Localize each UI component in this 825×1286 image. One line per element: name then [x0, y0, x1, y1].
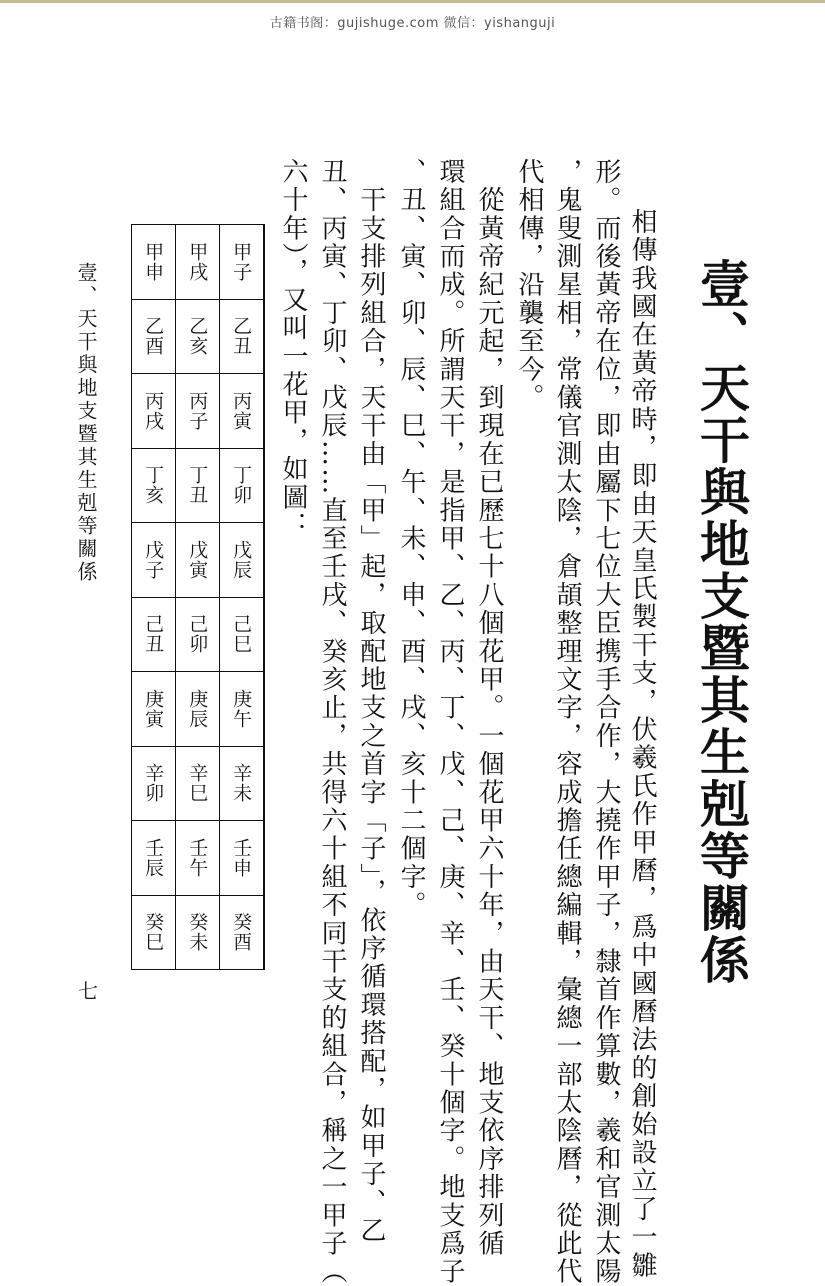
table-row [132, 821, 265, 896]
table-cell: 辛未 [220, 746, 264, 821]
text-column: 干支排列組合，天干由「甲」起，取配地支之首字「子」，依序循環搭配，如甲子、乙 [356, 158, 386, 1245]
table-cell: 丁亥 [132, 448, 176, 523]
table-cell: 乙亥 [176, 299, 220, 374]
table-row [132, 895, 265, 970]
text-column: 、丑、寅、卯、辰、巳、午、未、申、酉、戌、亥十二個字。 [396, 158, 426, 920]
table-cell: 辛卯 [132, 746, 176, 821]
table-cell: 乙丑 [220, 299, 264, 374]
table-cell: 甲子 [220, 225, 264, 300]
table-cell: 乙酉 [132, 299, 176, 374]
text-column: 丑、丙寅、丁卯、戊辰……直至壬戌、癸亥止，共得六十組不同干支的組合，稱之一甲子（ [317, 158, 347, 1286]
text-column: 從黃帝紀元起，到現在已歷七十八個花甲。一個花甲六十年，由天干、地支依序排列循 [474, 158, 504, 1258]
table-cell: 己丑 [132, 597, 176, 672]
text-column: 相傳我國在黃帝時，即由天皇氏製干支，伏羲氏作甲曆，爲中國曆法的創始設立了一雛 [627, 208, 657, 1280]
table-cell: 戊寅 [176, 523, 220, 598]
text-column: 形。而後黃帝在位，即由屬下七位大臣携手合作，大撓作甲子，隸首作算數，羲和官測太陽 [591, 158, 621, 1286]
table-cell: 戊辰 [220, 523, 264, 598]
table-cell: 丙戌 [132, 374, 176, 449]
table-cell: 甲戌 [176, 225, 220, 300]
table-cell: 癸巳 [132, 895, 176, 970]
table-cell: 辛巳 [176, 746, 220, 821]
table-cell: 丁卯 [220, 448, 264, 523]
table-row [132, 448, 265, 523]
table-cell: 丙寅 [220, 374, 264, 449]
page-number: 七 [78, 979, 98, 1003]
table-row [132, 225, 265, 300]
table-cell: 戊子 [132, 523, 176, 598]
table-row [132, 523, 265, 598]
watermark: 古籍书阁：gujishuge.com 微信：yishanguji [269, 16, 556, 31]
table-row [132, 374, 265, 449]
table-cell: 丙子 [176, 374, 220, 449]
table-cell: 癸未 [176, 895, 220, 970]
running-head: 壹、天干與地支暨其生剋等關係 [74, 262, 98, 584]
table-cell: 己巳 [220, 597, 264, 672]
text-column: 環組合而成。所謂天干，是指甲、乙、丙、丁、戊、己、庚、辛、壬、癸十個字。地支爲子 [435, 158, 465, 1286]
table-cell: 壬申 [220, 821, 264, 896]
table-cell: 丁丑 [176, 448, 220, 523]
text-column: 代相傳，沿襲至今。 [514, 158, 544, 412]
table-cell: 庚午 [220, 672, 264, 747]
top-border [0, 0, 825, 3]
table-row [132, 746, 265, 821]
table-cell: 庚寅 [132, 672, 176, 747]
table-cell: 己卯 [176, 597, 220, 672]
ganzhi-table [131, 224, 265, 970]
table-row [132, 672, 265, 747]
text-column: ，鬼叟測星相，常儀官測太陰，倉頡整理文字，容成擔任總編輯，彙總一部太陰曆，從此代 [552, 158, 582, 1286]
table-cell: 癸酉 [220, 895, 264, 970]
table-row [132, 597, 265, 672]
table-cell: 壬辰 [132, 821, 176, 896]
table-row [132, 299, 265, 374]
table-cell: 甲申 [132, 225, 176, 300]
table-cell: 庚辰 [176, 672, 220, 747]
table-cell: 壬午 [176, 821, 220, 896]
text-column: 六十年），又叫一花甲，如圖： [278, 158, 308, 540]
page-title: 壹、天干與地支暨其生剋等關係 [692, 258, 751, 986]
